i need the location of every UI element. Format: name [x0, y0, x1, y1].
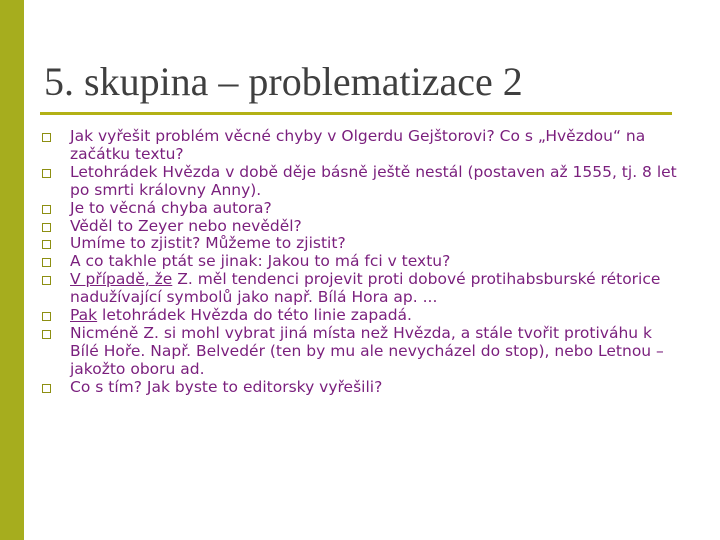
- bullet-underlined-text: Pak: [70, 306, 98, 325]
- bullet-list: [42, 128, 682, 397]
- hollow-square-icon: [42, 276, 51, 285]
- left-accent-bar: [0, 0, 24, 540]
- slide-title: 5. skupina – problematizace 2: [44, 59, 523, 104]
- hollow-square-icon: [42, 223, 51, 232]
- hollow-square-icon: [42, 169, 51, 178]
- hollow-square-icon: [42, 133, 51, 142]
- bullet-text: letohrádek Hvězda do této linie zapadá.: [97, 306, 412, 325]
- list-item: [42, 128, 682, 164]
- bullet-text: Letohrádek Hvězda v době děje básně ještě nestál (postaven až 1555, tj. 8 let po smrti královny Anny).: [70, 162, 677, 199]
- list-item: [42, 271, 682, 307]
- hollow-square-icon: [42, 205, 51, 214]
- bullet-underlined-text: V případě, že: [70, 270, 173, 289]
- title-underline: [40, 112, 672, 115]
- list-item: [42, 235, 682, 253]
- hollow-square-icon: [42, 330, 51, 339]
- list-item: [42, 164, 682, 200]
- list-item: [42, 307, 682, 325]
- hollow-square-icon: [42, 384, 51, 393]
- bullet-text: Jak vyřešit problém věcné chyby v Olgerdu Gejštorovi? Co s „Hvězdou“ na začátku textu?: [70, 127, 646, 163]
- bullet-text: A co takhle ptát se jinak: Jakou to má fci v textu?: [70, 252, 451, 271]
- bullet-text: Z. měl tendenci projevit proti dobové protihabsburské rétorice nadužívající symbolů jako např. Bílá Hora ap. ...: [70, 270, 661, 307]
- bullet-text: Co s tím? Jak byste to editorsky vyřešili?: [70, 377, 383, 396]
- bullet-text: Je to věcná chyba autora?: [70, 198, 272, 217]
- hollow-square-icon: [42, 240, 51, 249]
- hollow-square-icon: [42, 312, 51, 321]
- list-item: [42, 200, 682, 218]
- bullet-text: Věděl to Zeyer nebo nevěděl?: [70, 216, 302, 235]
- bullet-text: Umíme to zjistit? Můžeme to zjistit?: [70, 234, 346, 253]
- list-item: [42, 253, 682, 271]
- list-item: [42, 379, 682, 397]
- list-item: [42, 325, 682, 379]
- hollow-square-icon: [42, 258, 51, 267]
- list-item: [42, 218, 682, 236]
- bullet-text: Nicméně Z. si mohl vybrat jiná místa než Hvězda, a stále tvořit protiváhu k Bílé Hoře. Např. Belvedér (ten by mu ale nevycházel do stop), nebo Letnou – jakožto oboru ad.: [70, 323, 664, 378]
